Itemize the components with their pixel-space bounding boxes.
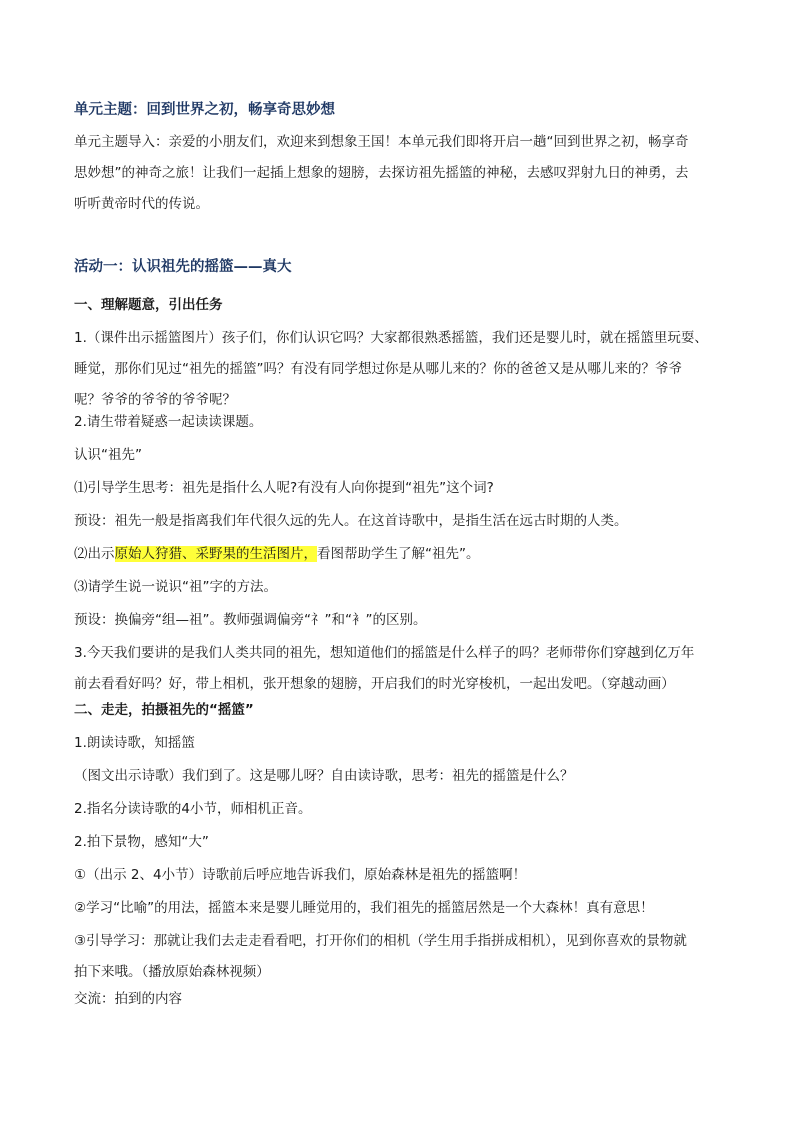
unit-intro-paragraph xyxy=(74,127,724,220)
section1-heading: 一、理解题意，引出任务 xyxy=(74,297,223,313)
section2-paragraph-2: （图文出示诗歌）我们到了。这是哪儿呀？自由读诗歌，思考：祖先的摇篮是什么？ xyxy=(74,768,574,784)
section1-p1-line-3: 呢？爷爷的爷爷的爷爷呢？ xyxy=(74,392,236,408)
section1-paragraph-9 xyxy=(74,638,724,700)
section1-paragraph-2: 2.请生带着疑惑一起读读课题。 xyxy=(74,414,263,430)
section1-p9-line-2: 前去看看好吗？好，带上相机，张开想象的翅膀，开启我们的时光穿梭机，一起出发吧。（穿越动画） xyxy=(74,676,675,692)
section2-paragraph-7 xyxy=(74,926,724,988)
section1-paragraph-8: 预设：换偏旁“组—祖”。教师强调偏旁“礻”和“衤”的区别。 xyxy=(74,612,427,628)
highlighted-text: 原始人狩猎、采野果的生活图片， xyxy=(114,546,317,562)
section1-paragraph-3: 认识“祖先” xyxy=(74,447,142,463)
section2-p7-line-2: 拍下来哦。（播放原始森林视频） xyxy=(74,964,270,980)
section1-paragraph-7: ⑶请学生说一说识“祖”字的方法。 xyxy=(74,579,277,595)
section1-paragraph-6 xyxy=(74,539,724,570)
section2-paragraph-3: 2.指名分读诗歌的4小节，师相机正音。 xyxy=(74,801,312,817)
section1-paragraph-5: 预设：祖先一般是指离我们年代很久远的先人。在这首诗歌中，是指生活在远古时期的人类。 xyxy=(74,513,628,529)
section1-paragraph-1 xyxy=(74,323,724,416)
section2-paragraph-5: ①（出示 2、4小节）诗歌前后呼应地告诉我们，原始森林是祖先的摇篮啊！ xyxy=(74,867,527,883)
section1-paragraph-4: ⑴引导学生思考：祖先是指什么人呢?有没有人向你提到“祖先”这个词? xyxy=(74,480,494,496)
section2-paragraph-8: 交流：拍到的内容 xyxy=(74,991,182,1007)
section2-heading: 二、走走，拍摄祖先的“摇篮” xyxy=(74,702,254,718)
section2-paragraph-6: ②学习“比喻”的用法，摇篮本来是婴儿睡觉用的，我们祖先的摇篮居然是一个大森林！真有意思！ xyxy=(74,900,654,916)
section1-p1-line-1: 1.（课件出示摇篮图片）孩子们，你们认识它吗？大家都很熟悉摇篮，我们还是婴儿时，就在摇篮里玩耍、 xyxy=(74,330,708,346)
unit-intro-line-3: 听听黄帝时代的传说。 xyxy=(74,196,209,212)
activity-title: 活动一：认识祖先的摇篮——真大 xyxy=(74,259,292,275)
section2-paragraph-4: 2.拍下景物，感知“大” xyxy=(74,834,209,850)
unit-intro-line-2: 思妙想”的神奇之旅！让我们一起插上想象的翅膀，去探访祖先摇篮的神秘，去感叹羿射九日的神勇，去 xyxy=(74,165,689,181)
section2-p7-line-1: ③引导学习：那就让我们去走走看看吧，打开你们的相机（学生用手指拼成相机），见到你喜欢的景物就 xyxy=(74,933,687,949)
section2-paragraph-1: 1.朗读诗歌，知摇篮 xyxy=(74,735,195,751)
section1-p6-prefix: ⑵出示 xyxy=(74,546,115,562)
unit-intro-line-1: 单元主题导入：亲爱的小朋友们，欢迎来到想象王国！本单元我们即将开启一趟“回到世界之初，畅享奇 xyxy=(74,134,689,150)
section1-p9-line-1: 3.今天我们要讲的是我们人类共同的祖先，想知道他们的摇篮是什么样子的吗？老师带你们穿越到亿万年 xyxy=(74,645,695,661)
unit-theme-title: 单元主题：回到世界之初，畅享奇思妙想 xyxy=(74,102,335,118)
section1-p6-suffix: 看图帮助学生了解“祖先”。 xyxy=(317,546,480,562)
section1-p1-line-2: 睡觉，那你们见过“祖先的摇篮”吗？有没有同学想过你是从哪儿来的？你的爸爸又是从哪儿来的？爷爷 xyxy=(74,361,682,377)
